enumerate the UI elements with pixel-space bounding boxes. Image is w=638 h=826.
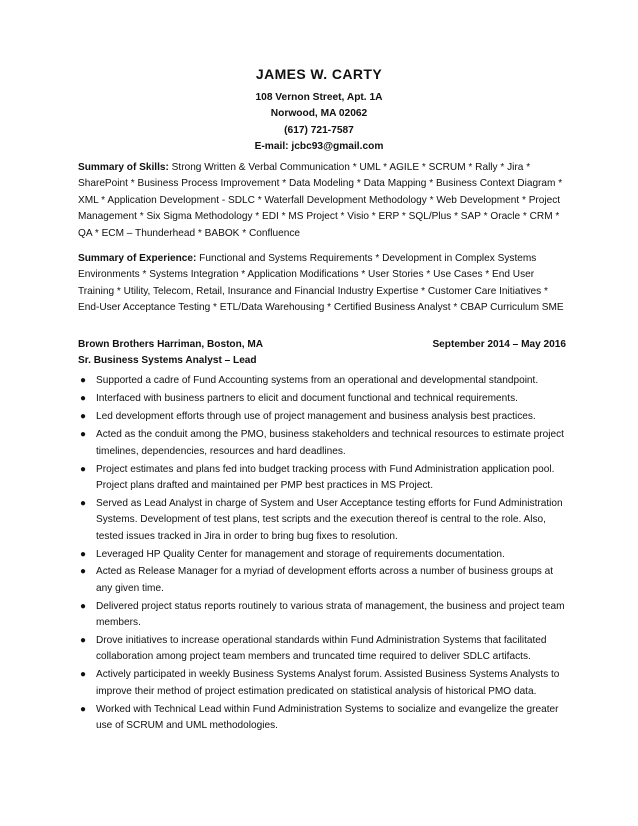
job-header-row bbox=[78, 337, 566, 353]
job-bullet-text: Leveraged HP Quality Center for management and storage of requirements documentation. bbox=[96, 548, 505, 560]
skills-text: Strong Written & Verbal Communication * UML * AGILE * SCRUM * Rally * Jira * SharePoint * Business Process Improvement * Data Modeling * Data Mapping * Business Context Diagram * XML * Application Development - SDLC * Waterfall Development Methodology * Web Development * Project Management * Six Sigma Methodology * EDI * MS Project * Visio * ERP * SQL/Plus * SAP * Oracle * CRM * QA * ECM – Thunderhead * BABOK * Confluence bbox=[78, 162, 563, 239]
experience-label: Summary of Experience: bbox=[78, 253, 197, 265]
bullet-dot-icon: ● bbox=[80, 411, 87, 423]
bullet-dot-icon: ● bbox=[80, 497, 87, 509]
job-bullet-item bbox=[78, 496, 566, 545]
job-bullet-text: Served as Lead Analyst in charge of System and User Acceptance testing efforts for Fund Administration Systems. Development of test plans, test scripts and the execution thereof is central to the role. Also, tested issues tracked in Jira in order to bring bug fixes to resolution. bbox=[96, 497, 563, 542]
bullet-dot-icon: ● bbox=[80, 600, 87, 612]
job-dates: September 2014 – May 2016 bbox=[432, 338, 566, 350]
job-bullet-item bbox=[78, 427, 566, 460]
job-bullet-item bbox=[78, 547, 566, 563]
job-bullet-text: Interfaced with business partners to elicit and document functional and technical requirements. bbox=[96, 393, 518, 405]
job-bullet-text: Worked with Technical Lead within Fund Administration Systems to socialize and evangelize the greater use of SCRUM and UML methodologies. bbox=[96, 703, 559, 732]
job-bullet-text: Acted as the conduit among the PMO, business stakeholders and technical resources to estimate project timelines, dependencies, resources and hard deadlines. bbox=[96, 429, 564, 457]
job-bullet-list bbox=[78, 373, 566, 734]
job-bullet-item bbox=[78, 373, 566, 389]
bullet-dot-icon: ● bbox=[80, 635, 87, 647]
bullet-dot-icon: ● bbox=[80, 393, 87, 405]
job-bullet-text: Drove initiatives to increase operational standards within Fund Administration Systems that facilitated collaboration among project team members and truncated time required to deliver SDLC artifacts. bbox=[96, 635, 547, 663]
job-title: Sr. Business Systems Analyst – Lead bbox=[78, 355, 257, 367]
job-entry bbox=[78, 337, 566, 735]
experience-summary bbox=[78, 251, 566, 317]
job-bullet-text: Supported a cadre of Fund Accounting systems from an operational and developmental standpoint. bbox=[96, 375, 539, 387]
address-line-2: Norwood, MA 02062 bbox=[270, 108, 368, 120]
candidate-name: JAMES W. CARTY bbox=[255, 66, 383, 82]
job-bullet-text: Actively participated in weekly Business Systems Analyst forum. Assisted Business Systems Analysts to improve their method of project estimation predicated on statistical analysis of historical PMO data. bbox=[96, 669, 560, 697]
skills-summary bbox=[78, 160, 566, 242]
job-bullet-item bbox=[78, 702, 566, 735]
job-bullet-item bbox=[78, 599, 566, 632]
job-bullet-text: Led development efforts through use of project management and business analysis best practices. bbox=[96, 411, 536, 423]
bullet-dot-icon: ● bbox=[80, 429, 87, 441]
email-address: E-mail: jcbc93@gmail.com bbox=[254, 141, 384, 153]
bullet-dot-icon: ● bbox=[80, 375, 87, 387]
job-bullet-item bbox=[78, 391, 566, 407]
job-bullet-text: Delivered project status reports routinely to various strata of management, the business and project team members. bbox=[96, 600, 565, 629]
job-bullet-item bbox=[78, 462, 566, 495]
experience-text: Functional and Systems Requirements * Development in Complex Systems Environments * Systems Integration * Application Modifications * User Stories * Use Cases * End User Training * Utility, Telecom, Retail, Insurance and Financial Industry Expertise * Customer Care Initiatives * End-User Acceptance Testing * ETL/Data Warehousing * Certified Business Analyst * CBAP Curriculum SME bbox=[78, 253, 564, 314]
bullet-dot-icon: ● bbox=[80, 548, 87, 560]
resume-header bbox=[0, 66, 638, 156]
bullet-dot-icon: ● bbox=[80, 566, 87, 578]
bullet-dot-icon: ● bbox=[80, 463, 87, 475]
bullet-dot-icon: ● bbox=[80, 669, 87, 681]
skills-label: Summary of Skills: bbox=[78, 162, 169, 173]
job-employer: Brown Brothers Harriman, Boston, MA bbox=[78, 338, 264, 350]
job-bullet-item bbox=[78, 633, 566, 666]
job-bullet-text: Acted as Release Manager for a myriad of development efforts across a number of business groups at any given time. bbox=[96, 566, 554, 594]
job-bullet-item bbox=[78, 409, 566, 425]
job-bullet-item bbox=[78, 667, 566, 700]
bullet-dot-icon: ● bbox=[80, 703, 87, 715]
job-bullet-text: Project estimates and plans fed into budget tracking process with Fund Administration application pool. Project plans drafted and maintained per PMP best practices in MS Project. bbox=[96, 463, 555, 491]
phone-number: (617) 721-7587 bbox=[284, 124, 354, 136]
job-bullet-item bbox=[78, 564, 566, 597]
address-line-1: 108 Vernon Street, Apt. 1A bbox=[255, 92, 383, 103]
resume-body bbox=[78, 160, 566, 736]
